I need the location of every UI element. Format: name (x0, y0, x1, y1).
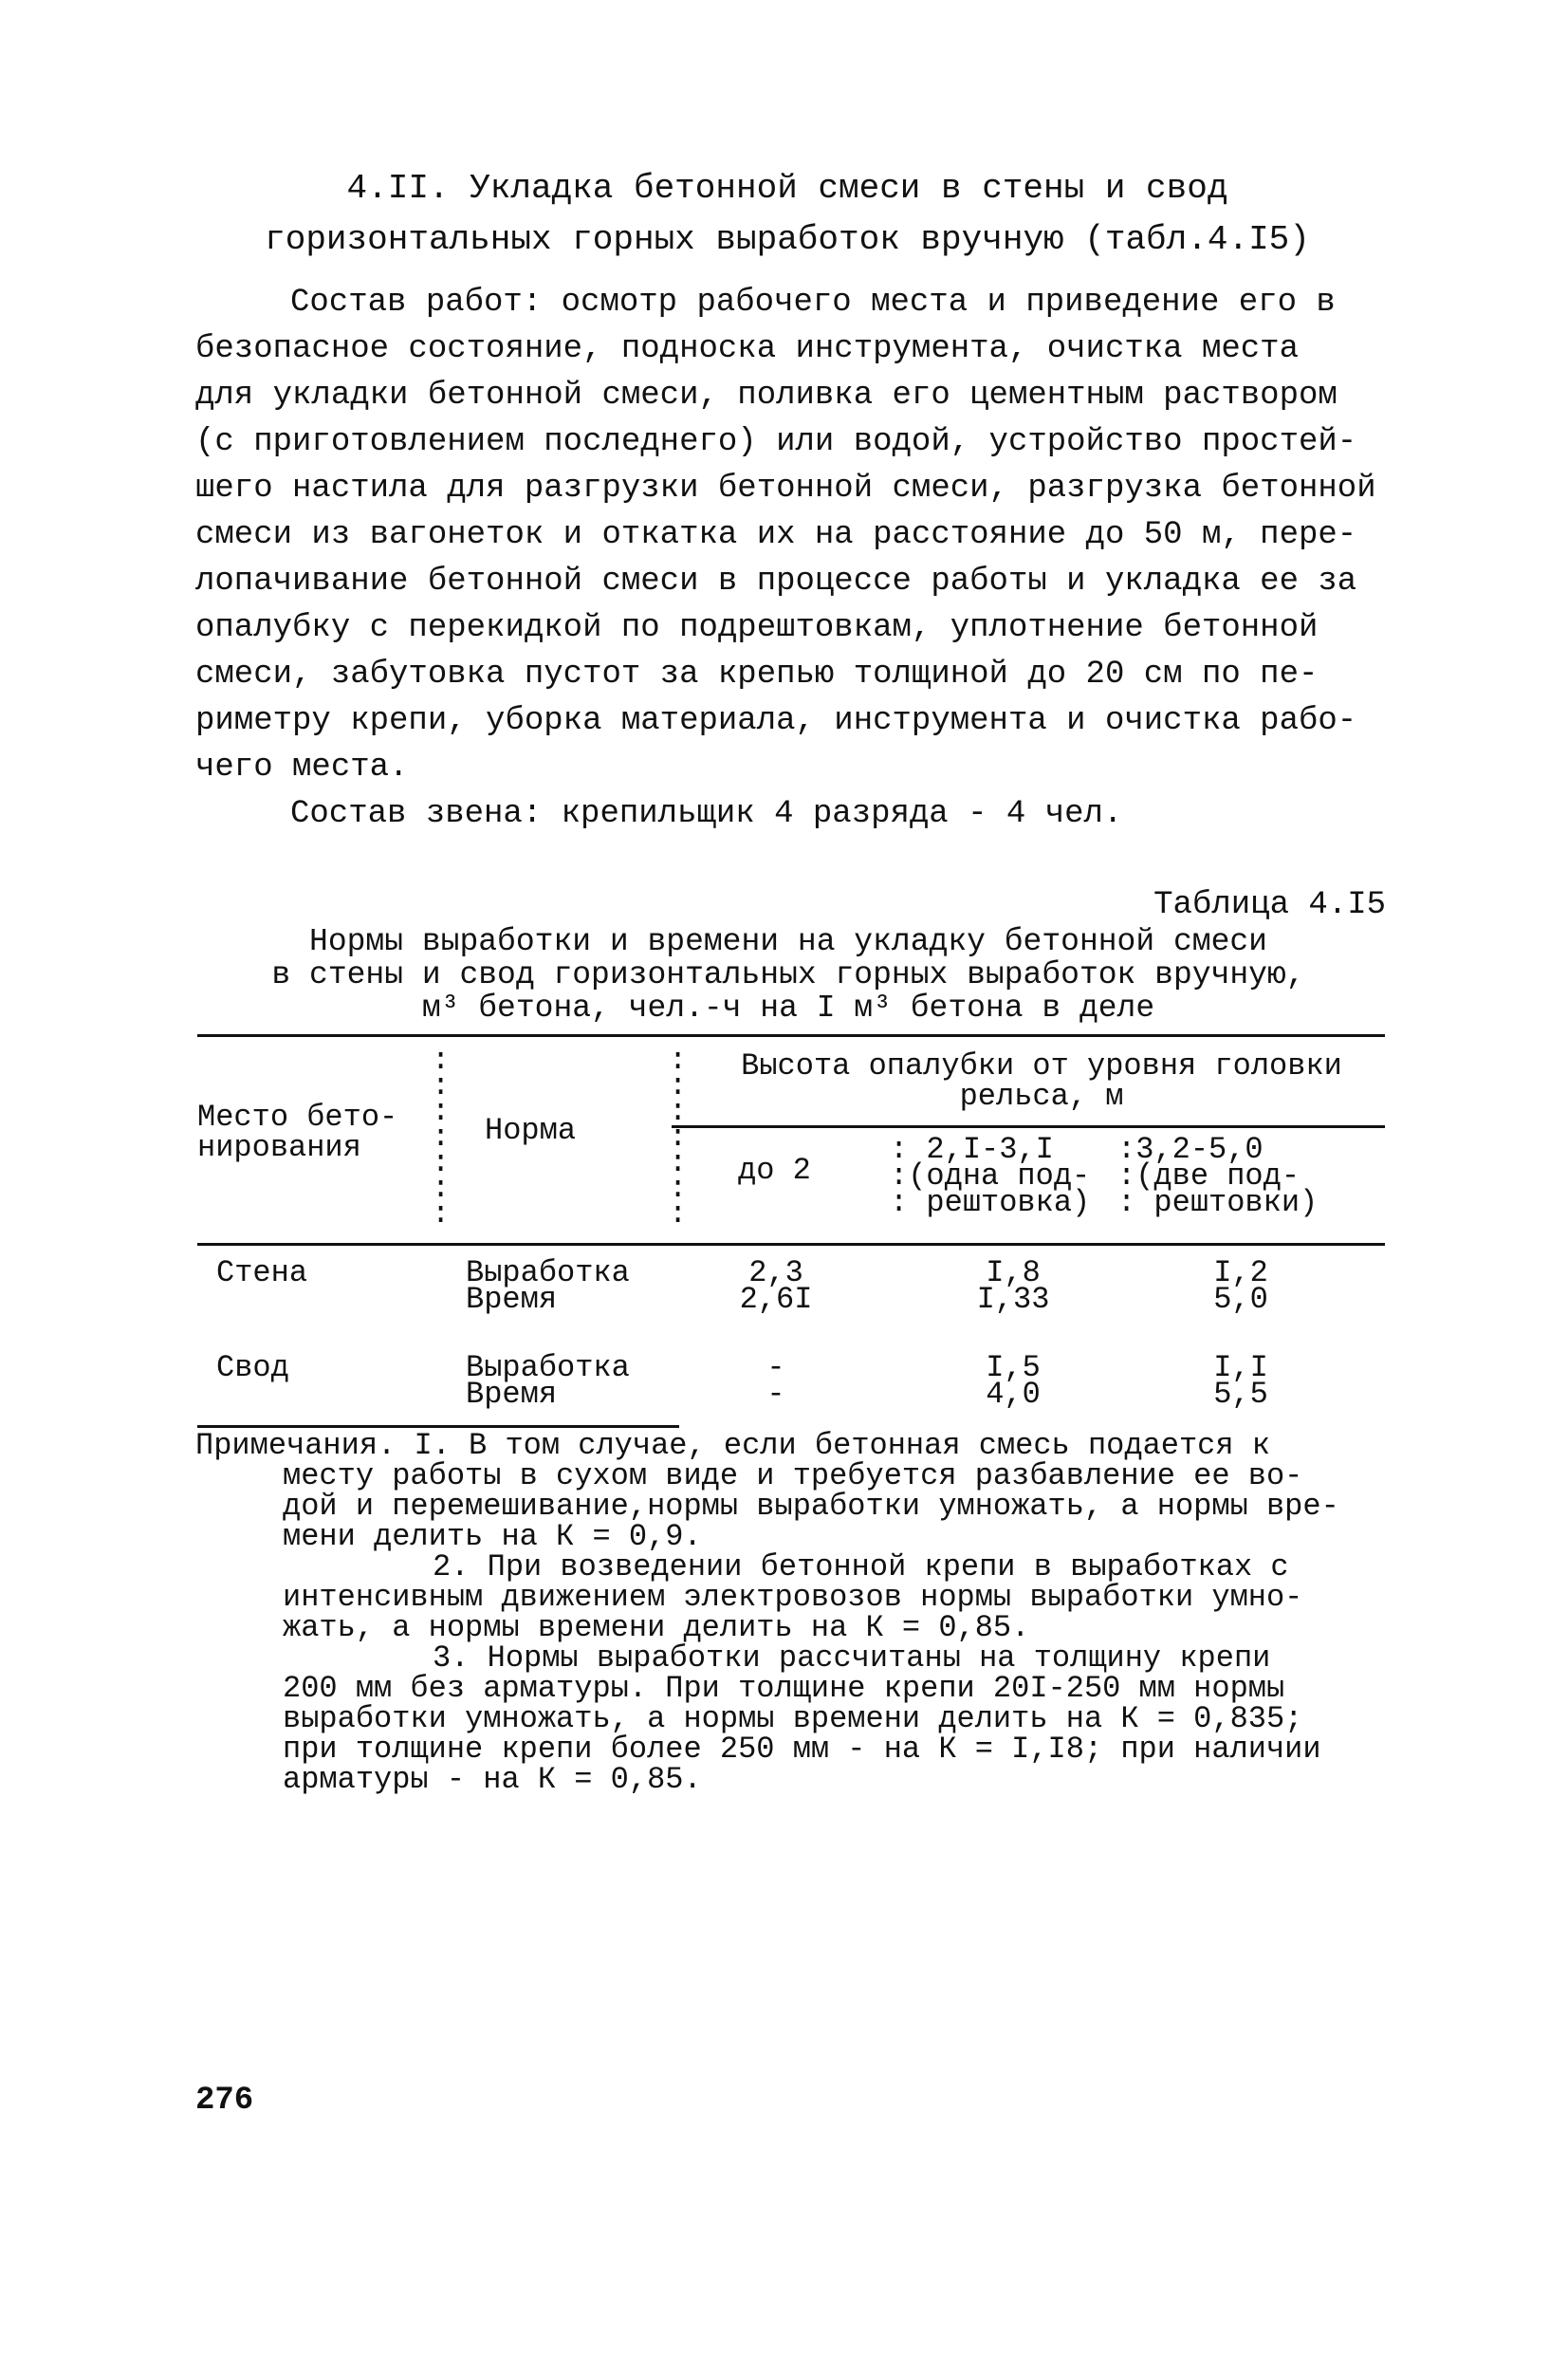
row-vault-norm-time: Время (466, 1377, 558, 1412)
page-number: 276 (195, 2083, 254, 2119)
row-vault-col1-time: - (766, 1377, 785, 1412)
caption-line-2: в стены и свод горизонтальных горных выработок вручную, (271, 957, 1305, 992)
header-bottom-rule (197, 1243, 1385, 1246)
crew-composition: Состав звена: крепильщик 4 разряда - 4 чел. (290, 796, 1123, 832)
header-height-line-1: Высота опалубки от уровня головки (741, 1048, 1342, 1084)
row-wall-col2-time: I,33 (976, 1282, 1050, 1317)
column-separator: : : : : : : : (432, 1043, 451, 1232)
row-wall-norm-time: Время (466, 1282, 558, 1317)
column-separator: : : : : : : : (669, 1043, 688, 1232)
work-line: безопасное состояние, подноска инструмента, очистка места (195, 331, 1299, 367)
header-height-line-2: рельса, м (959, 1079, 1124, 1114)
work-line: лопачивание бетонной смеси в процессе работы и укладка ее за (195, 564, 1357, 600)
note-line: Примечания. I. В том случае, если бетонная смесь подается к (195, 1428, 1270, 1463)
work-line: (с приготовлением последнего) или водой, устройство простей- (195, 424, 1357, 460)
work-line: опалубку с перекидкой по подрештовкам, уплотнение бетонной (195, 610, 1319, 646)
header-norm: Норма (485, 1113, 577, 1148)
work-line: смеси, забутовка пустот за крепью толщиной до 20 см по пе- (195, 657, 1319, 693)
work-line: Состав работ: осмотр рабочего места и приведение его в (290, 285, 1336, 321)
table-notes (195, 1428, 1391, 1797)
note-line: жать, а нормы времени делить на К = 0,85. (283, 1610, 1030, 1645)
table-label: Таблица 4.I5 (1153, 887, 1386, 923)
note-line: мени делить на К = 0,9. (283, 1519, 702, 1554)
row-wall-norm-output: Выработка (466, 1255, 630, 1290)
note-line: дой и перемешивание,нормы выработки умножать, а нормы вре- (283, 1489, 1339, 1524)
work-line: чего места. (195, 750, 409, 786)
section-heading (190, 163, 1385, 266)
section-title-line-1: 4.II. Укладка бетонной смеси в стены и свод (346, 169, 1228, 208)
row-vault-col3-time: 5,5 (1213, 1377, 1268, 1412)
table-caption (195, 925, 1381, 1025)
row-vault-norm-output: Выработка (466, 1350, 630, 1385)
header-col-3-2-5-0-line-3: : рештовки) (1117, 1185, 1319, 1220)
work-line: смеси из вагонеток и откатка их на расстояние до 50 м, пере- (195, 517, 1357, 553)
header-place-line-1: Место бето- (197, 1100, 398, 1135)
note-line: 200 мм без арматуры. При толщине крепи 20I-250 мм нормы (283, 1671, 1285, 1706)
note-line: арматуры - на К = 0,85. (283, 1762, 702, 1797)
row-wall-col2-output: I,8 (986, 1255, 1041, 1290)
row-wall-col1-time: 2,6I (739, 1282, 813, 1317)
work-line: для укладки бетонной смеси, поливка его цементным раствором (195, 378, 1337, 414)
caption-line-3: м³ бетона, чел.-ч на I м³ бетона в деле (421, 991, 1155, 1026)
header-col-2-1-3-1-line-1: : 2,I-3,I (890, 1132, 1054, 1167)
work-description (195, 280, 1381, 838)
note-line: интенсивным движением электровозов нормы выработки умно- (283, 1580, 1303, 1615)
row-vault-col2-time: 4,0 (986, 1377, 1041, 1412)
row-vault-col1-output: - (766, 1350, 785, 1385)
caption-line-1: Нормы выработки и времени на укладку бетонной смеси (309, 924, 1267, 959)
note-line: выработки умножать, а нормы времени делить на К = 0,835; (283, 1701, 1303, 1736)
note-line: 2. При возведении бетонной крепи в выработках с (433, 1549, 1289, 1584)
row-wall-place: Стена (216, 1255, 308, 1290)
header-place-line-2: нирования (197, 1130, 361, 1165)
table-top-rule (197, 1034, 1385, 1037)
header-col-3-2-5-0-line-1: :3,2-5,0 (1117, 1132, 1264, 1167)
row-wall-col1-output: 2,3 (748, 1255, 803, 1290)
row-vault-col2-output: I,5 (986, 1350, 1041, 1385)
norms-table (197, 1034, 1385, 1433)
work-line: риметру крепи, уборка материала, инструмента и очистка рабо- (195, 703, 1357, 739)
row-vault-col3-output: I,I (1213, 1350, 1268, 1385)
header-col-2-1-3-1-line-2: :(одна под- (890, 1158, 1091, 1194)
header-col-3-2-5-0-line-2: :(две под- (1117, 1158, 1301, 1194)
row-wall-col3-time: 5,0 (1213, 1282, 1268, 1317)
row-wall-col3-output: I,2 (1213, 1255, 1268, 1290)
header-col-2-1-3-1-line-3: : рештовка) (890, 1185, 1091, 1220)
note-line: при толщине крепи более 250 мм - на К = I,I8; при наличии (283, 1732, 1321, 1767)
header-col-up-to-2: до 2 (738, 1153, 811, 1188)
row-vault-place: Свод (216, 1350, 289, 1385)
work-line: шего настила для разгрузки бетонной смеси, разгрузка бетонной (195, 471, 1376, 507)
note-line: 3. Нормы выработки рассчитаны на толщину крепи (433, 1640, 1271, 1676)
section-title-line-2: горизонтальных горных выработок вручную (табл.4.I5) (265, 220, 1310, 259)
height-group-rule (672, 1125, 1385, 1128)
note-line: месту работы в сухом виде и требуется разбавление ее во- (283, 1458, 1303, 1493)
